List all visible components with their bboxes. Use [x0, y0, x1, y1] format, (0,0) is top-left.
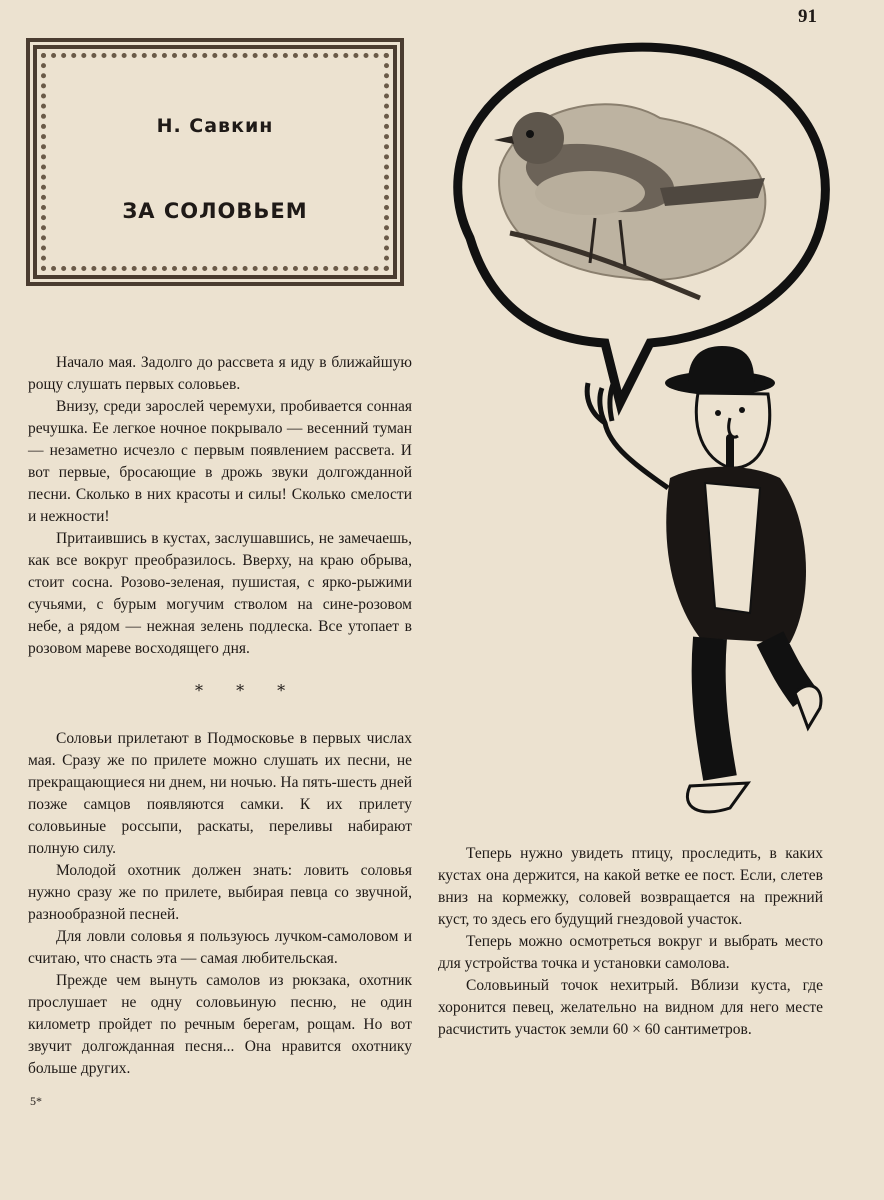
- article-title: ЗА СОЛОВЬЕМ: [122, 199, 308, 223]
- left-column-part1: [28, 352, 412, 660]
- paragraph: Прежде чем вынуть самолов из рюкзака, охотник прослушает не одну соловьиную песню, не один километр пройдет по речным берегам, рощам. Но вот звучит долгожданная песня... Она нравится охотнику больше других.: [28, 972, 412, 1077]
- author-name: Н. Савкин: [156, 115, 274, 137]
- left-column-part2: [28, 728, 412, 1080]
- paragraph: Молодой охотник должен знать: ловить соловья нужно сразу же по прилете, выбирая певца со звучной, разнообразной песней.: [28, 862, 412, 923]
- paragraph: Соловьиный точок нехитрый. Вблизи куста, где хоронится певец, желательно на видном для него месте расчистить участок земли 60 × 60 сантиметров.: [438, 977, 823, 1038]
- paragraph: Теперь можно осмотреться вокруг и выбрать место для устройства точка и установки самолова.: [438, 933, 823, 972]
- paragraph: Теперь нужно увидеть птицу, проследить, в каких кустах она держится, на какой ветке ее пост. Если, слетев вниз на кормежку, соловей возвращается на прежний куст, то здесь его будущий гнездовой участок.: [438, 845, 823, 928]
- hunter-figure: [587, 346, 821, 812]
- paragraph: Для ловли соловья я пользуюсь лучком-самоловом и считаю, что снасть эта — самая любительская.: [28, 928, 412, 967]
- page-number: 91: [798, 6, 817, 27]
- right-column: [438, 843, 823, 1041]
- section-break: * * *: [195, 681, 300, 700]
- title-frame: [26, 38, 404, 286]
- page-footnote: 5*: [30, 1094, 42, 1108]
- paragraph: Внизу, среди зарослей черемухи, пробивается сонная речушка. Ее легкое ночное покрывало — весенний туман — незаметно исчезло с первым появлением рассвета. И вот первые, бросающие в дрожь звуки долгожданной песни. Сколько в них красоты и силы! Сколько смелости и нежности!: [28, 398, 412, 525]
- paragraph: Соловьи прилетают в Подмосковье в первых числах мая. Сразу же по прилете можно слушать их песни, не прекращающиеся ни днем, ни ночью. На пять-шесть дней позже самцов появляются самки. К их прилету соловьиные россыпи, раскаты, переливы набирают полную силу.: [28, 730, 412, 857]
- paragraph: Притаившись в кустах, заслушавшись, не замечаешь, как все вокруг преобразилось. Вверху, на краю обрыва, стоит сосна. Розово-зеленая, пушистая, с ярко-рыжими сучьями, с бурым могучим стволом на сине-розовом небе, а рядом — нежная зелень подлеска. Все утопает в розовом мареве восходящего дня.: [28, 530, 412, 657]
- hunter-dreaming-nightingale-illustration: [430, 38, 850, 828]
- paragraph: Начало мая. Задолго до рассвета я иду в ближайшую рощу слушать первых соловьев.: [28, 354, 412, 393]
